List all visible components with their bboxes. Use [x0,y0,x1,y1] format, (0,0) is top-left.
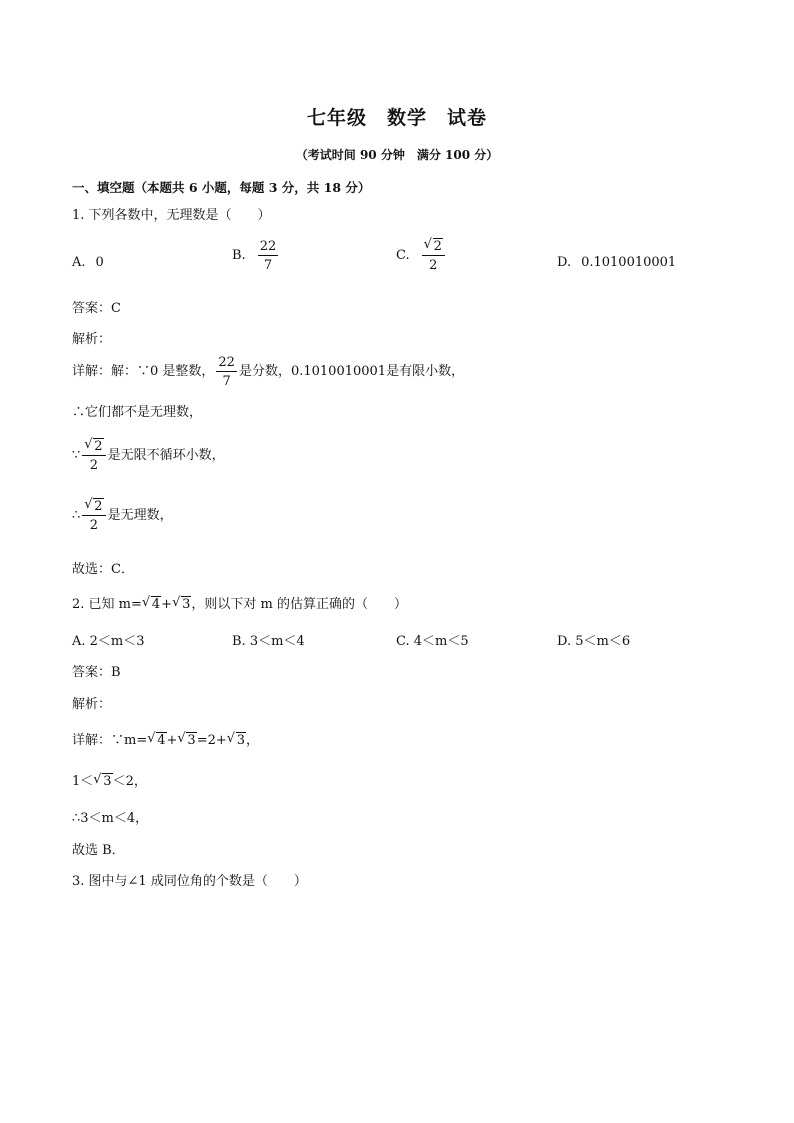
q2-detail-line [72,732,259,750]
radical-sign: √ [84,497,93,512]
q1-detail-line [72,356,464,388]
radical-sign: √ [177,731,186,746]
question-1-stem: 1. 下列各数中，无理数是（ ） [72,208,271,223]
option-value: 0 [95,255,104,270]
radicand: 3 [182,597,191,612]
radical-sign: √ [147,731,156,746]
radicand: 3 [103,774,112,789]
radical-sign: √ [84,437,93,452]
equals-text: =2+ [196,733,227,748]
denominator: 2 [429,258,438,273]
detail-text: 详解：解：∵0 是整数， [72,364,215,379]
plus-sign: + [161,597,173,612]
q2-answer: 答案：B [72,665,121,680]
numerator: 22 [218,355,235,370]
stem-text: ，则以下对 m 的估算正确的（ ） [191,597,407,612]
q1-option-b [232,240,280,272]
fraction [82,497,105,533]
line-text: ＜2， [112,774,147,789]
plus-sign: + [166,733,178,748]
q2-line-2 [72,773,147,791]
option-letter: A. [72,255,86,270]
fraction [422,237,445,273]
numerator: 22 [259,239,277,254]
stem-text: 2. 已知 m= [72,597,142,612]
q1-answer: 答案：C [72,301,121,316]
question-2-stem [72,596,407,614]
q2-conclusion: 故选 B． [72,843,125,858]
radical-sign: √ [423,237,432,252]
radical-sign: √ [141,595,151,610]
q1-line-3 [72,437,225,473]
page-title: 七年级 数学 试卷 [306,107,487,129]
q2-analysis-label: 解析： [72,697,112,712]
sqrt [147,732,166,750]
q1-line-4 [72,497,173,533]
therefore-symbol: ∴ [72,508,81,523]
q1-conclusion: 故选：C． [72,562,134,577]
radicand: 4 [157,733,166,748]
option-letter: C. [396,248,410,263]
sqrt [423,237,443,254]
line-text: 是无限不循环小数， [107,448,225,463]
line-text: 1＜ [72,774,94,789]
q2-line-3: ∴3＜m＜4， [72,811,149,826]
radicand: 4 [151,597,161,612]
radicand: 3 [236,733,246,748]
question-3-stem: 3. 图中与∠1 成同位角的个数是（ ） [72,874,307,889]
sqrt [84,497,103,514]
detail-text: 是分数，0.1010010001是有限小数， [238,364,465,379]
q1-option-c [396,237,447,273]
denominator: 7 [222,374,231,389]
q1-option-a [72,254,104,272]
sqrt [84,437,103,454]
option-value: 0.1010010001 [581,255,677,270]
sqrt [172,596,191,614]
radical-sign: √ [226,731,236,746]
q2-option-b: B. 3＜m＜4 [232,634,305,649]
radicand: 2 [94,499,103,514]
denominator: 2 [89,518,99,533]
radicand: 3 [187,733,196,748]
detail-text: ， [246,733,260,748]
fraction [216,356,237,388]
option-letter: D. [557,255,572,270]
sqrt [227,732,246,750]
q2-option-a: A. 2＜m＜3 [72,634,145,649]
detail-text: 详解：∵m= [72,733,148,748]
radical-sign: √ [93,772,102,787]
denominator: 2 [89,458,99,473]
q1-line-2: ∴它们都不是无理数， [72,405,203,420]
option-letter: B. [232,248,246,263]
q1-option-d [557,254,676,272]
denominator: 7 [263,258,273,273]
sqrt [177,732,196,750]
q1-analysis-label: 解析： [72,332,112,347]
fraction [82,437,105,473]
line-text: 是无理数， [107,508,173,523]
radical-sign: √ [172,595,181,610]
sqrt [93,773,112,791]
q2-option-d: D. 5＜m＜6 [557,634,631,649]
exam-info: （考试时间 90 分钟 满分 100 分） [295,148,499,162]
section-header: 一、填空题（本题共 6 小题，每题 3 分，共 18 分） [72,180,371,195]
radicand: 2 [433,239,442,254]
radicand: 2 [94,439,103,454]
because-symbol: ∵ [72,448,81,463]
fraction [258,240,279,272]
sqrt [142,596,161,614]
q2-option-c: C. 4＜m＜5 [396,634,469,649]
